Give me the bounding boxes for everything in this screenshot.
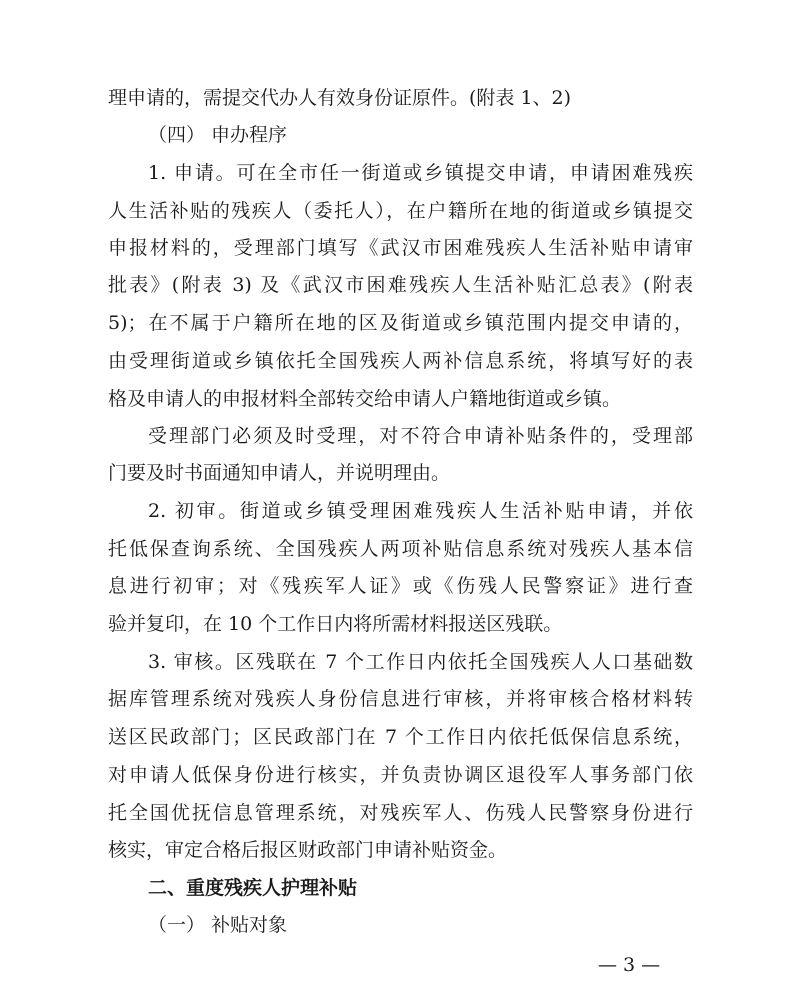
paragraph-line: 托低保查询系统、全国残疾人两项补贴信息系统对残疾人基本信 <box>108 538 693 560</box>
paragraph-line: 批表》(附表 3) 及《武汉市困难残疾人生活补贴汇总表》(附表 <box>108 274 693 296</box>
paragraph-line: 送区民政部门；区民政部门在 7 个工作日内依托低保信息系统， <box>108 726 693 748</box>
section-heading: （一） 补贴对象 <box>148 914 288 936</box>
section-heading: （四） 申办程序 <box>148 124 288 146</box>
page-number: — 3 — <box>598 954 661 976</box>
paragraph-line: 托全国优抚信息管理系统，对残疾军人、伤残人民警察身份进行 <box>108 802 693 824</box>
paragraph-line: 2. 初审。街道或乡镇受理困难残疾人生活补贴申请，并依 <box>148 500 693 522</box>
paragraph-line: 核实，审定合格后报区财政部门申请补贴资金。 <box>108 839 508 861</box>
paragraph-line: 验并复印，在 10 个工作日内将所需材料报送区残联。 <box>108 613 563 635</box>
paragraph-line: 息进行初审；对《残疾军人证》或《伤残人民警察证》进行查 <box>108 575 693 597</box>
paragraph-line: 申报材料的，受理部门填写《武汉市困难残疾人生活补贴申请审 <box>108 237 693 259</box>
paragraph-line: 门要及时书面通知申请人，并说明理由。 <box>108 462 451 484</box>
chapter-heading: 二、重度残疾人护理补贴 <box>148 877 358 899</box>
paragraph-line: 由受理街道或乡镇依托全国残疾人两补信息系统，将填写好的表 <box>108 350 693 372</box>
paragraph-line: 1. 申请。可在全市任一街道或乡镇提交申请，申请困难残疾 <box>148 162 693 184</box>
paragraph-line: 受理部门必须及时受理，对不符合申请补贴条件的，受理部 <box>148 425 693 447</box>
paragraph-line: 5)；在不属于户籍所在地的区及街道或乡镇范围内提交申请的， <box>108 312 693 334</box>
paragraph-line: 格及申请人的申报材料全部转交给申请人户籍地街道或乡镇。 <box>108 388 622 410</box>
paragraph-line: 据库管理系统对残疾人身份信息进行审核，并将审核合格材料转 <box>108 688 693 710</box>
paragraph-line: 人生活补贴的残疾人（委托人），在户籍所在地的街道或乡镇提交 <box>108 200 693 222</box>
paragraph-line: 对申请人低保身份进行核实，并负责协调区退役军人事务部门依 <box>108 764 693 786</box>
paragraph-line: 3. 审核。区残联在 7 个工作日内依托全国残疾人人口基础数 <box>148 651 693 673</box>
paragraph-line: 理申请的，需提交代办人有效身份证原件。(附表 1、2) <box>108 87 572 109</box>
